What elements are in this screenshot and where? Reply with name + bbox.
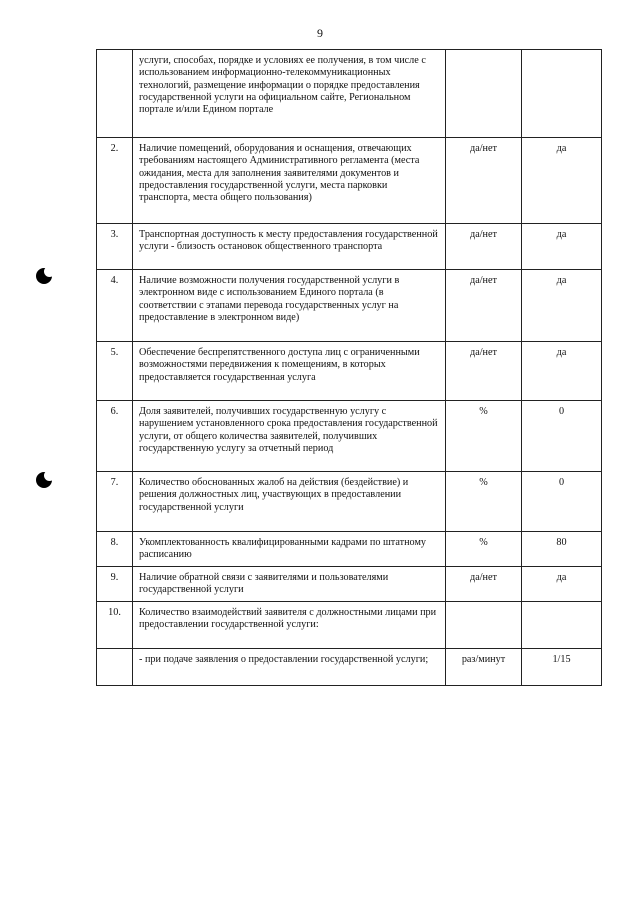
value-cell: да — [522, 138, 602, 224]
indicator-name: - при подаче заявления о предоставлении государственной услуги; — [133, 648, 446, 685]
row-number: 7. — [97, 472, 133, 532]
table-row — [97, 401, 602, 472]
punch-hole-icon — [36, 268, 52, 284]
value-cell: 0 — [522, 472, 602, 532]
table-row — [97, 601, 602, 648]
unit-cell: % — [446, 472, 522, 532]
indicator-name: Доля заявителей, получивших государственную услугу с нарушением установленного срока предоставления государственной услуги, от общего количества заявителей, получивших государственную услугу за отчетный период — [133, 401, 446, 472]
row-number: 3. — [97, 224, 133, 270]
value-cell — [522, 50, 602, 138]
row-number: 9. — [97, 567, 133, 602]
unit-cell: да/нет — [446, 270, 522, 342]
row-number — [97, 648, 133, 685]
indicator-name: Укомплектованность квалифицированными кадрами по штатному расписанию — [133, 532, 446, 567]
indicator-name: Транспортная доступность к месту предоставления государственной услуги - близость остановок общественного транспорта — [133, 224, 446, 270]
row-number — [97, 50, 133, 138]
quality-indicators-table — [96, 49, 602, 686]
value-cell: 0 — [522, 401, 602, 472]
table-row — [97, 50, 602, 138]
table-row — [97, 567, 602, 602]
table-row — [97, 270, 602, 342]
indicator-name: Количество обоснованных жалоб на действия (бездействие) и решения должностных лиц, участвующих в предоставлении государственной услуги — [133, 472, 446, 532]
row-number: 2. — [97, 138, 133, 224]
value-cell: 1/15 — [522, 648, 602, 685]
row-number: 8. — [97, 532, 133, 567]
row-number: 10. — [97, 601, 133, 648]
value-cell: да — [522, 342, 602, 401]
row-number: 6. — [97, 401, 133, 472]
unit-cell: раз/минут — [446, 648, 522, 685]
value-cell: да — [522, 567, 602, 602]
indicator-name: Количество взаимодействий заявителя с должностными лицами при предоставлении государственной услуги: — [133, 601, 446, 648]
table-row — [97, 472, 602, 532]
row-number: 5. — [97, 342, 133, 401]
unit-cell: да/нет — [446, 224, 522, 270]
table-row — [97, 138, 602, 224]
value-cell: да — [522, 224, 602, 270]
punch-hole-icon — [36, 472, 52, 488]
value-cell: 80 — [522, 532, 602, 567]
unit-cell: да/нет — [446, 138, 522, 224]
page-number: 9 — [317, 26, 323, 40]
unit-cell: % — [446, 532, 522, 567]
value-cell — [522, 601, 602, 648]
value-cell: да — [522, 270, 602, 342]
indicator-name: Наличие возможности получения государственной услуги в электронном виде с использованием Единого портала (в соответствии с этапами перевода государственных услуг на предоставление в электронном виде) — [133, 270, 446, 342]
table-row — [97, 224, 602, 270]
unit-cell — [446, 601, 522, 648]
unit-cell: да/нет — [446, 342, 522, 401]
row-number: 4. — [97, 270, 133, 342]
table-row — [97, 342, 602, 401]
unit-cell: % — [446, 401, 522, 472]
table-row — [97, 648, 602, 685]
indicator-name: услуги, способах, порядке и условиях ее получения, в том числе с использованием информационно-телекоммуникационных технологий, размещение информации о порядке предоставления государственной услуги на официальном сайте, Региональном портале и/или Едином портале — [133, 50, 446, 138]
table-row — [97, 532, 602, 567]
unit-cell: да/нет — [446, 567, 522, 602]
indicator-name: Обеспечение беспрепятственного доступа лиц с ограниченными возможностями передвижения к помещениям, в которых предоставляется государственная услуга — [133, 342, 446, 401]
unit-cell — [446, 50, 522, 138]
indicator-name: Наличие обратной связи с заявителями и пользователями государственной услуги — [133, 567, 446, 602]
indicator-name: Наличие помещений, оборудования и оснащения, отвечающих требованиям настоящего Административного регламента (места ожидания, места для заполнения заявителями документов и предоставления государственной услуги, места парковки транспорта, места общего пользования) — [133, 138, 446, 224]
